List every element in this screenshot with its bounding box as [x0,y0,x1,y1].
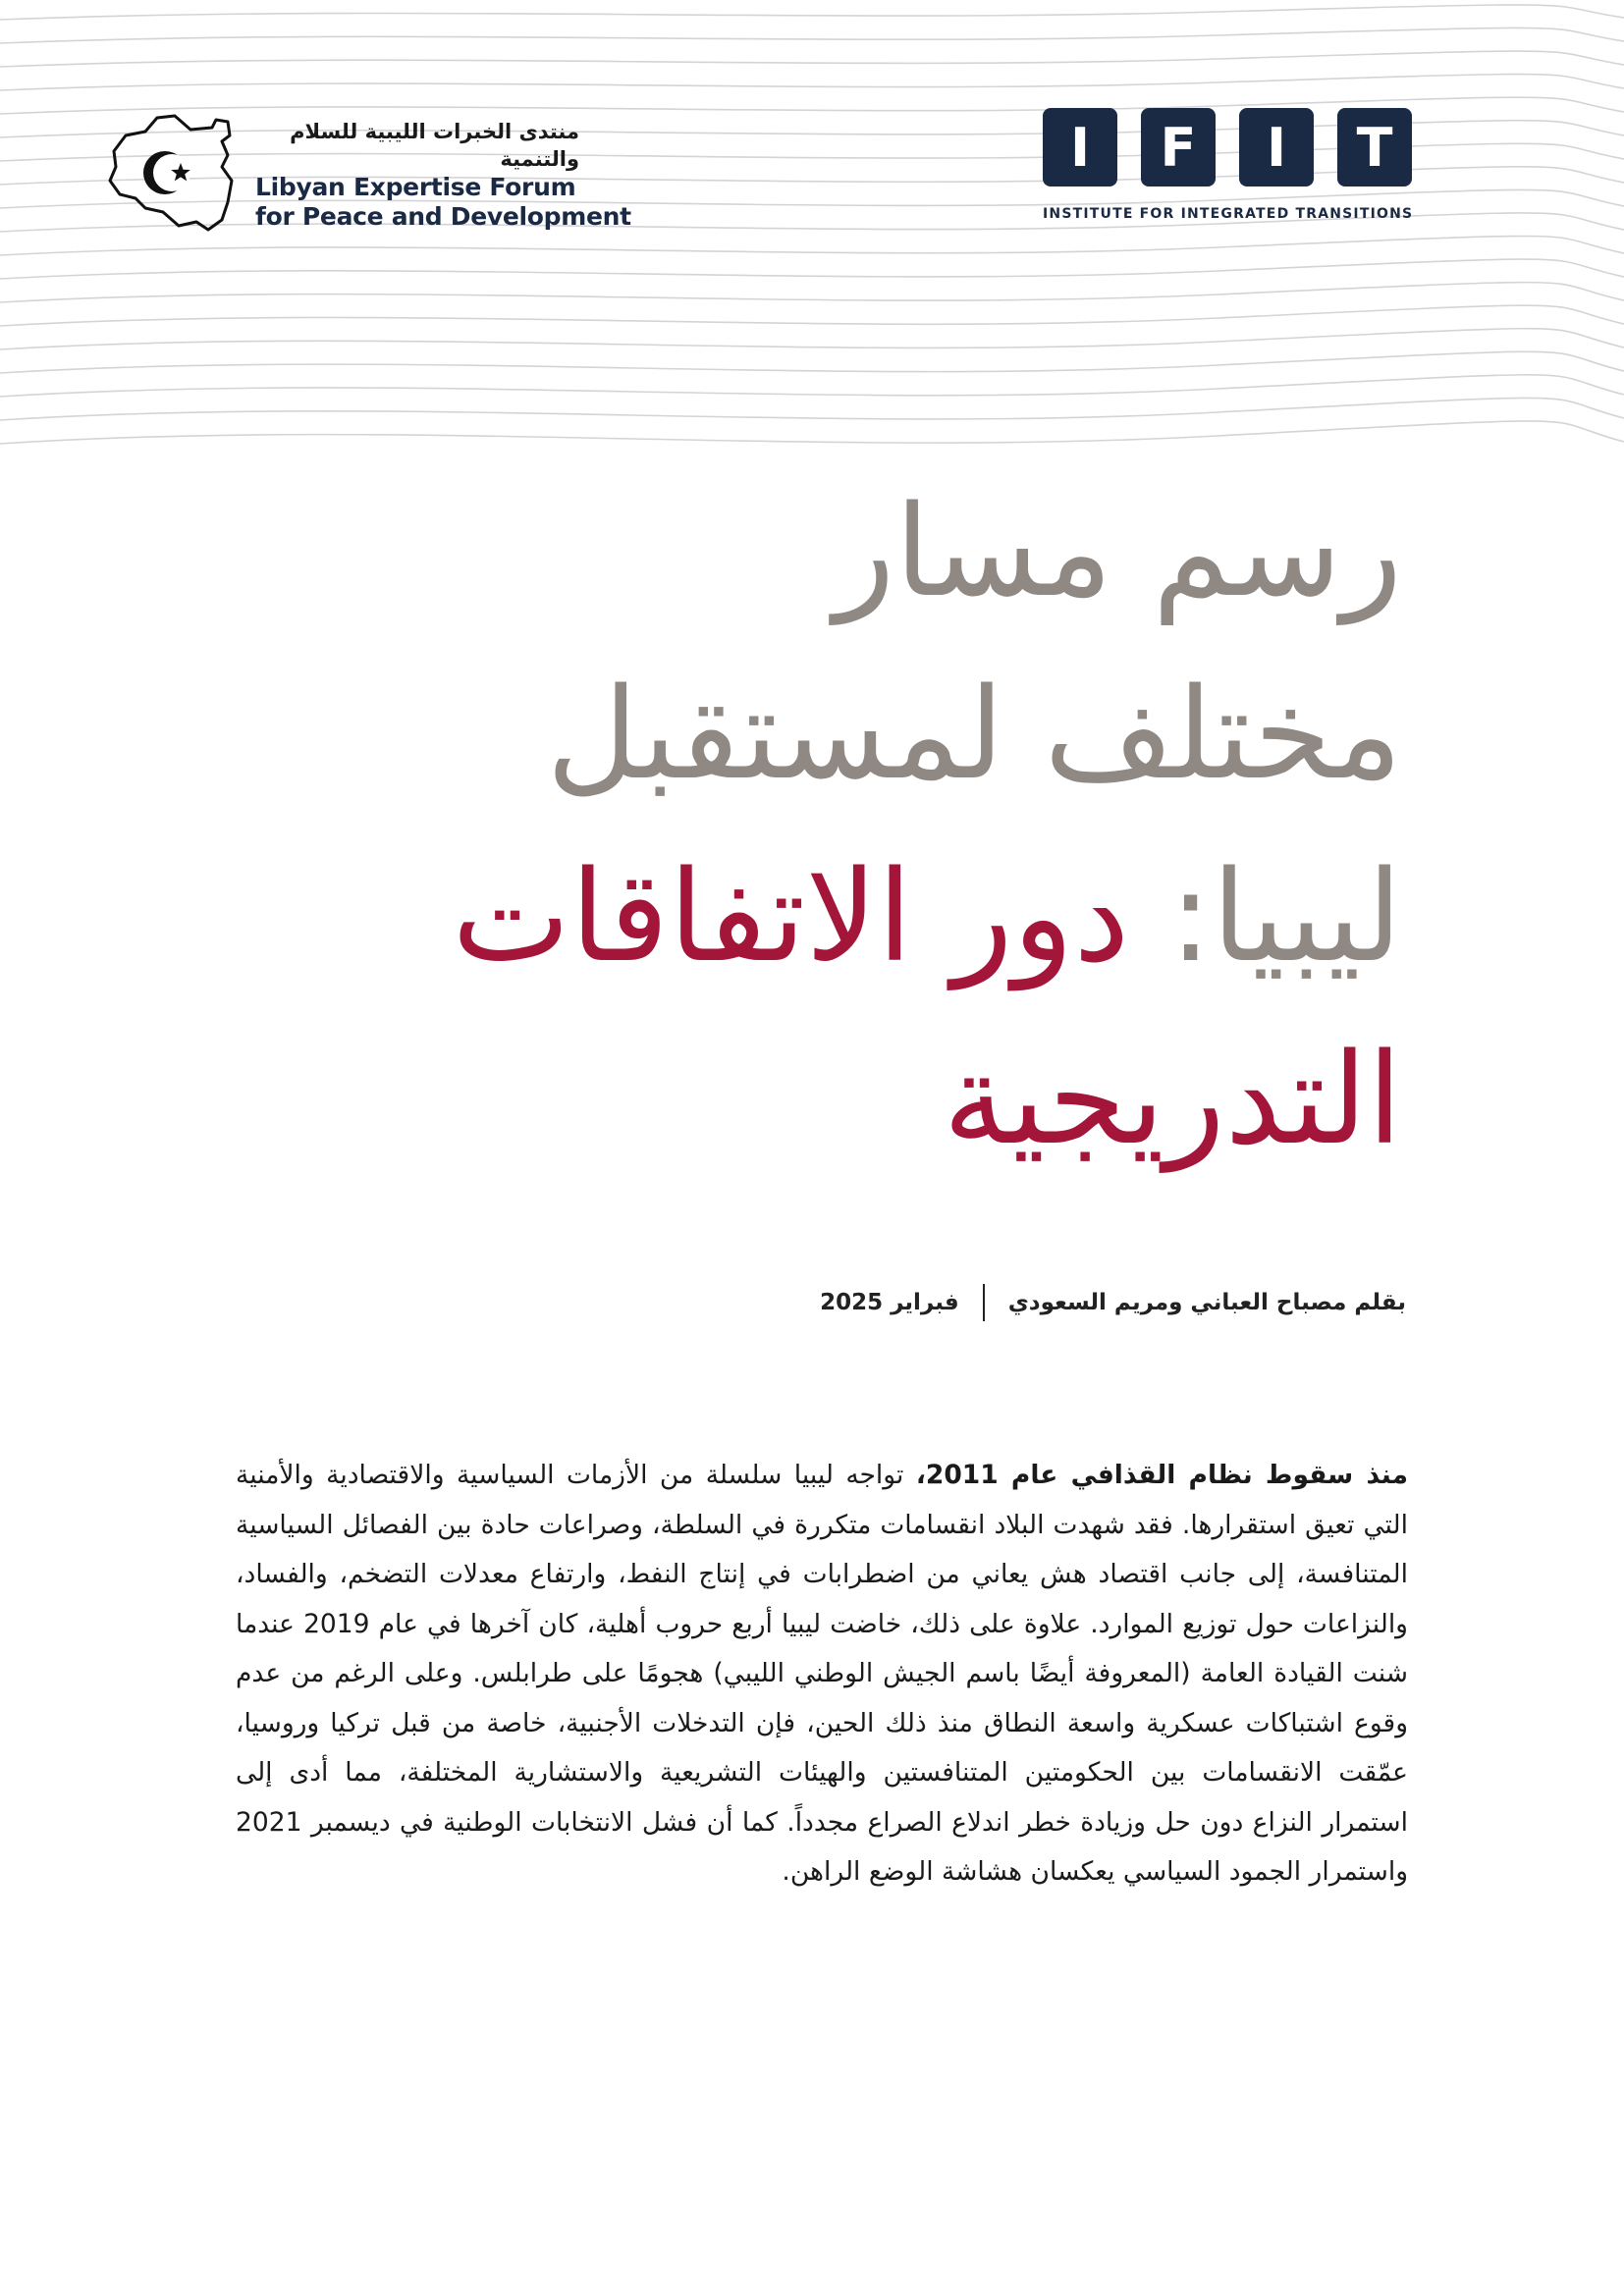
wave-line [0,259,1624,279]
wave-line [0,27,1624,43]
ifit-logo [1043,108,1412,236]
ifit-letter-box: I [1043,108,1117,187]
wave-line [0,283,1624,302]
document-title [273,461,1402,1192]
wave-line [0,5,1624,20]
title-line-1: رسم مسار [834,479,1402,625]
title-line-4: التدريجية [943,1027,1402,1173]
libya-map-icon [106,106,236,234]
ifit-letter-box: I [1239,108,1314,187]
title-line-2: مختلف لمستقبل [546,662,1402,808]
wave-line [0,398,1624,420]
wave-line [0,75,1624,90]
wave-line [0,51,1624,67]
lef-name-english-line2: for Peace and Development [255,202,631,231]
byline-authors: بقلم مصباح العباني ومريم السعودي [1007,1290,1406,1315]
ifit-tagline: INSTITUTE FOR INTEGRATED TRANSITIONS [1043,206,1414,222]
intro-lead: منذ سقوط نظام القذافي عام 2011، [915,1460,1408,1490]
ifit-letter-box: F [1141,108,1216,187]
intro-paragraph [236,1451,1408,1897]
lef-name-arabic: منتدى الخبرات الليبية للسلام والتنمية [290,120,579,171]
wave-line [0,351,1624,373]
lef-name-english-line1: Libyan Expertise Forum [255,173,576,201]
wave-line [0,421,1624,444]
byline [820,1284,1406,1321]
title-line-3 [273,827,1402,1009]
title-line-3-red: دور الاتفاقات [452,844,1130,990]
wave-line [0,305,1624,326]
wave-line [0,329,1624,349]
wave-line [0,375,1624,397]
intro-text: تواجه ليبيا سلسلة من الأزمات السياسية والاقتصادية والأمنية التي تعيق استقرارها. فقد شهدت البلاد انقسامات متكررة في السلطة، وصراعات حادة بين الفصائل السياسية المتنافسة، إلى جانب اقتصاد هش يعاني من اضطرابات في إنتاج النفط، وارتفاع معدلات التضخم، والفساد، والنزاعات حول توزيع الموارد. علاوة على ذلك، خاضت ليبيا أربع حروب أهلية، كان آخرها في عام 2019 عندما شنت القيادة العامة (المعروفة أيضًا باسم الجيش الوطني الليبي) هجومًا على طرابلس. وعلى الرغم من عدم وقوع اشتباكات عسكرية واسعة النطاق منذ ذلك الحين، فإن التدخلات الأجنبية، خاصة من قبل تركيا وروسيا، عمّقت الانقسامات بين الحكومتين المتنافستين والهيئات التشريعية والاستشارية المختلفة، مما أدى إلى استمرار النزاع دون حل وزيادة خطر اندلاع الصراع مجدداً. كما أن فشل الانتخابات الوطنية في ديسمبر 2021 واستمرار الجمود السياسي يعكسان هشاشة الوضع الراهن. [236,1460,1408,1887]
lef-logo [106,106,631,234]
byline-date: فبراير 2025 [820,1290,959,1315]
wave-line [0,237,1624,255]
byline-separator [983,1284,985,1321]
title-line-3-grey: ليبيا: [1169,844,1402,990]
ifit-letter-box: T [1337,108,1412,187]
